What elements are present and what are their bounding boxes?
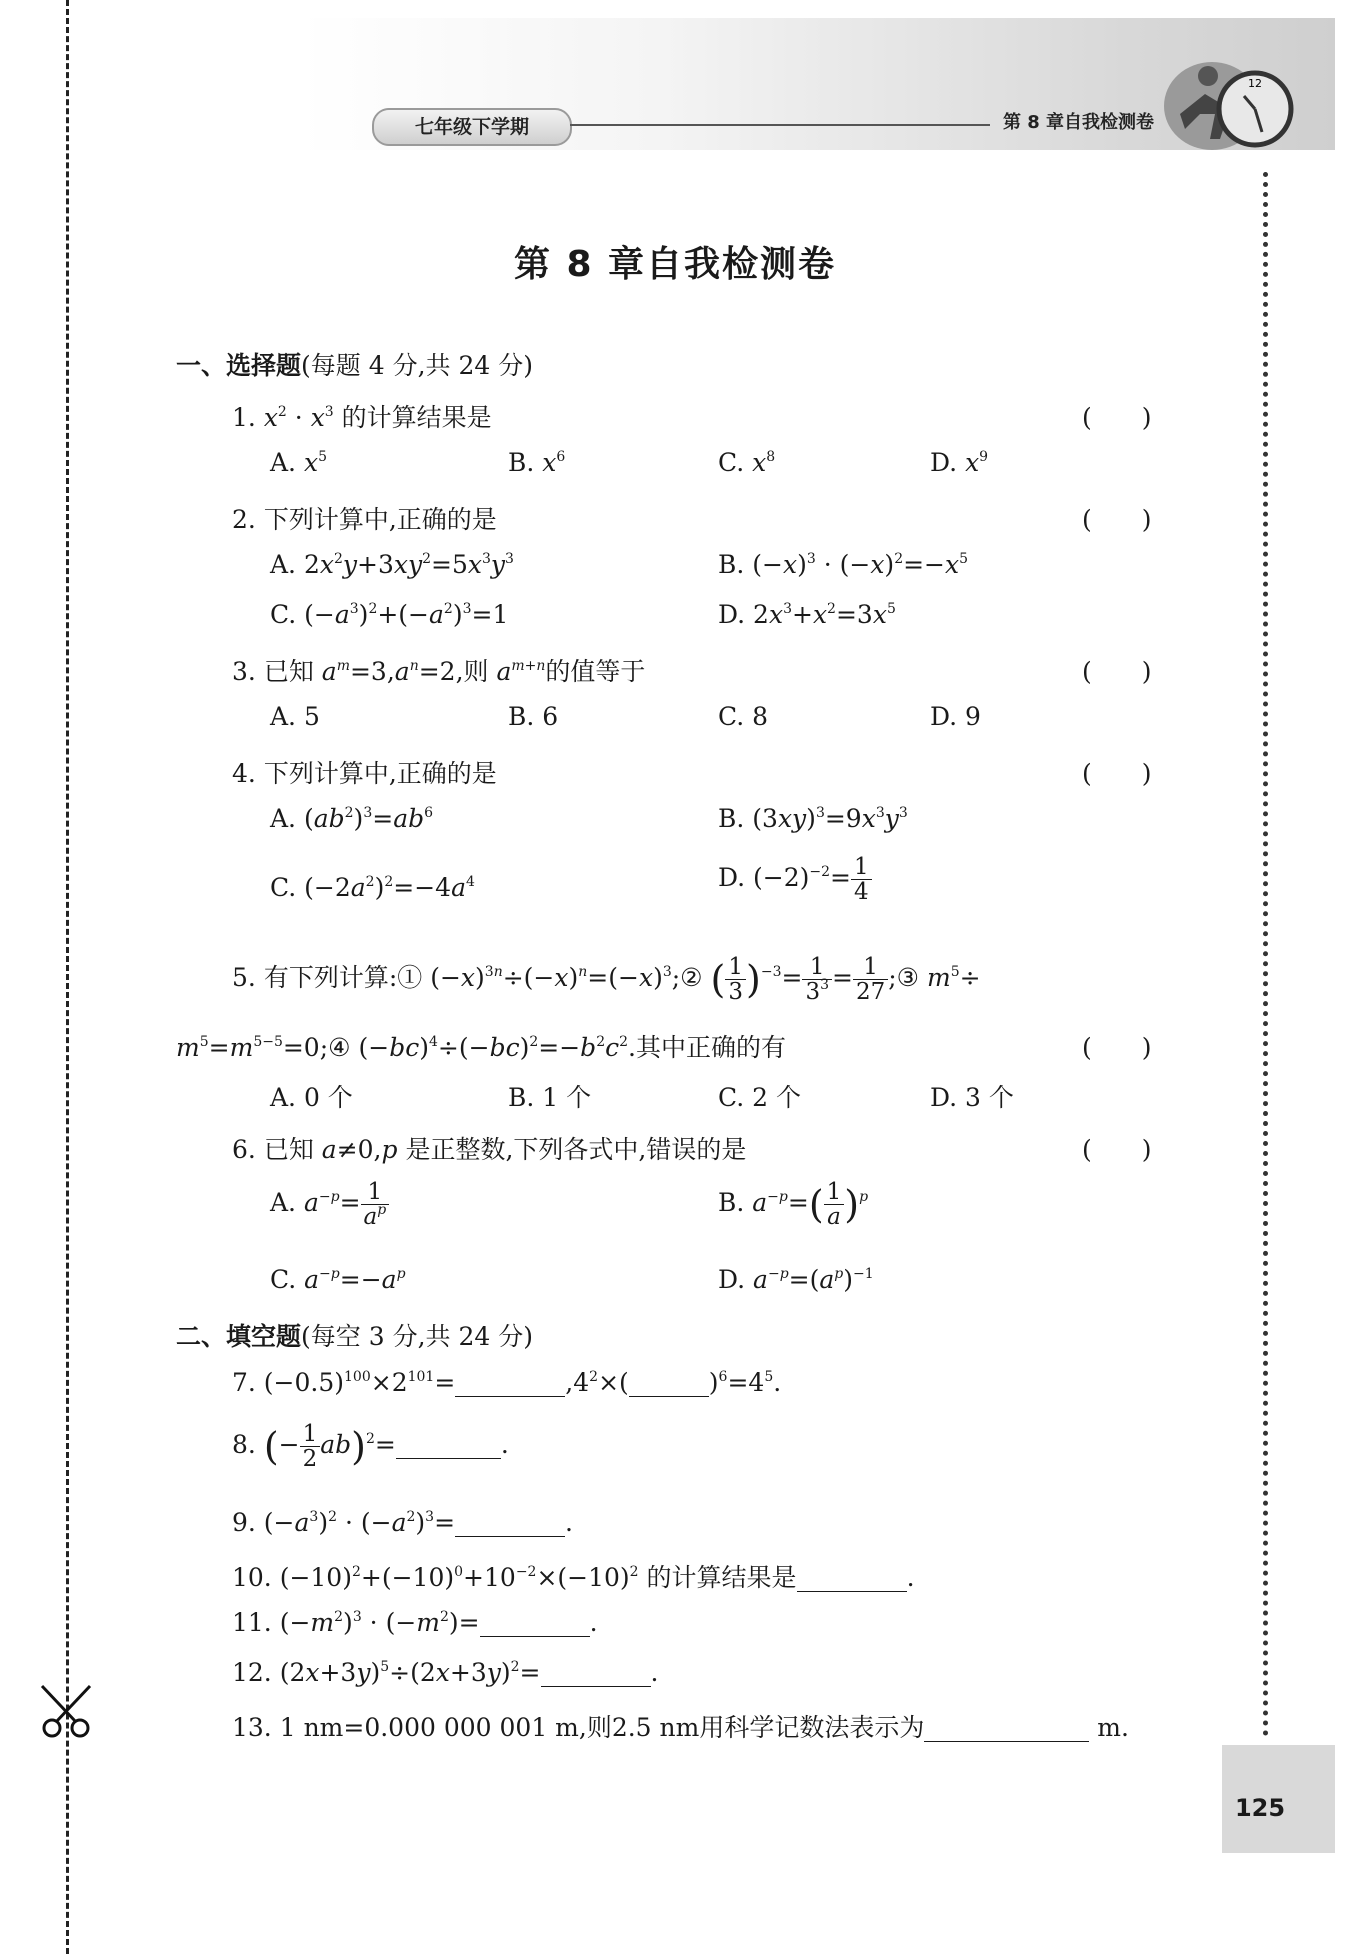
blank-9[interactable] <box>455 1510 565 1537</box>
q5-option-b: B. 1 个 <box>508 1083 592 1112</box>
q1-option-c: C. $x^8$ <box>718 448 776 477</box>
header-chapter-label: 第 8 章自我检测卷 <box>1003 112 1155 133</box>
answer-paren-5: ( ) <box>1082 1033 1152 1062</box>
dotted-edge <box>1263 172 1268 1737</box>
blank-11[interactable] <box>480 1610 590 1637</box>
q3-option-a: A. 5 <box>270 702 320 731</box>
question-2: 2. 下列计算中,正确的是 <box>232 505 497 534</box>
answer-paren-3: ( ) <box>1082 657 1152 686</box>
answer-paren-4: ( ) <box>1082 759 1152 788</box>
blank-10[interactable] <box>797 1565 907 1592</box>
blank-13[interactable] <box>924 1715 1089 1742</box>
q2-option-a: A. $2x^2y+3xy^2=5x^3y^3$ <box>270 550 514 579</box>
q6-option-d: D. $a^{-p}=(a^p)^{-1}$ <box>718 1265 874 1294</box>
question-3: 3. 已知 $a^m=3,a^n=2$,则 $a^{m+n}$的值等于 <box>232 657 646 686</box>
header-divider <box>570 124 990 126</box>
q5-option-d: D. 3 个 <box>930 1083 1014 1112</box>
q1-option-d: D. $x^9$ <box>930 448 989 477</box>
q4-option-d: D. $(-2)^{-2}=$ $\frac{1}{4}$ <box>718 855 872 904</box>
q1-option-b: B. $x^6$ <box>508 448 566 477</box>
q6-option-c: C. $a^{-p}=-a^p$ <box>270 1265 406 1294</box>
question-10: 10. $(-10)^2+(-10)^0+10^{-2}\times(-10)^2$ 的计算结果是 . <box>232 1563 915 1592</box>
section-heading-choice: 一、选择题(每题 4 分,共 24 分) <box>176 351 533 380</box>
page-title: 第 8 章自我检测卷 <box>513 244 837 285</box>
question-1: 1. $x^2 \cdot x^3$ 的计算结果是 <box>232 403 492 432</box>
q2-option-d: D. $2x^3+x^2=3x^5$ <box>718 600 896 629</box>
clock-label: 12 <box>1248 77 1262 90</box>
q4-option-c: C. $(-2a^2)^2=-4a^4$ <box>270 873 475 902</box>
q5-option-a: A. 0 个 <box>270 1083 353 1112</box>
answer-paren-1: ( ) <box>1082 403 1152 432</box>
scissors-icon <box>36 1682 96 1738</box>
question-12: 12. $(2x+3y)^5\div(2x+3y)^2=$ . <box>232 1658 659 1687</box>
blank-8[interactable] <box>396 1432 501 1459</box>
q4-option-b: B. $(3xy)^3=9x^3y^3$ <box>718 804 908 833</box>
runner-clock-icon <box>1160 54 1300 154</box>
q3-option-d: D. 9 <box>930 702 981 731</box>
question-5: 5. 有下列计算:① $(-x)^{3n}\div(-x)^n=(-x)^3;②$ ( $\frac{1}{3}$ )$^{-3}$= $\frac{1}{3^3}$ = $\frac{1}{27}$ ;③ $m^5\div$ <box>232 954 981 1006</box>
question-7: 7. $(-0.5)^{100}\times 2^{101}= ,4^2\times$( )$^6=4^5$. <box>232 1368 782 1397</box>
cut-line <box>66 0 69 1954</box>
question-11: 11. $(-m^2)^3 \cdot (-m^2)=$ . <box>232 1608 598 1637</box>
q6-option-b: B. $a^{-p}=$( $\frac{1}{a}$ )$^p$ <box>718 1179 869 1231</box>
q5-option-c: C. 2 个 <box>718 1083 801 1112</box>
q1-option-a: A. $x^5$ <box>270 448 327 477</box>
page-number: 125 <box>1234 1794 1286 1822</box>
question-5-cont: $m^5=m^{5-5}=0;④$ $(-bc)^4\div(-bc)^2=-b^2c^2$.其中正确的有 <box>176 1033 786 1062</box>
question-13: 13. 1 nm=0.000 000 001 m,则2.5 nm用科学记数法表示为 m. <box>232 1713 1129 1742</box>
q2-option-b: B. $(-x)^3 \cdot (-x)^2=-x^5$ <box>718 550 969 579</box>
q3-option-c: C. 8 <box>718 702 769 731</box>
blank-12[interactable] <box>541 1660 651 1687</box>
question-9: 9. $(-a^3)^2 \cdot (-a^2)^3=$ . <box>232 1508 573 1537</box>
question-6: 6. 已知 a≠0,p 是正整数,下列各式中,错误的是 <box>232 1135 747 1164</box>
blank-7a[interactable] <box>455 1370 565 1397</box>
question-8: 8. (− $\frac{1}{2}$ ab)$^2$= . <box>232 1421 509 1473</box>
q2-option-c: C. $(-a^3)^2+(-a^2)^3=1$ <box>270 600 509 629</box>
section-heading-fill: 二、填空题(每空 3 分,共 24 分) <box>176 1322 533 1351</box>
answer-paren-2: ( ) <box>1082 505 1152 534</box>
answer-paren-6: ( ) <box>1082 1135 1152 1164</box>
q4-option-a: A. $(ab^2)^3=ab^6$ <box>270 804 434 833</box>
grade-badge: 七年级下学期 <box>372 108 572 146</box>
blank-7b[interactable] <box>629 1370 709 1397</box>
q3-option-b: B. 6 <box>508 702 559 731</box>
question-4: 4. 下列计算中,正确的是 <box>232 759 497 788</box>
q6-option-a: A. $a^{-p}=$ $\frac{1}{a^p}$ <box>270 1180 389 1229</box>
